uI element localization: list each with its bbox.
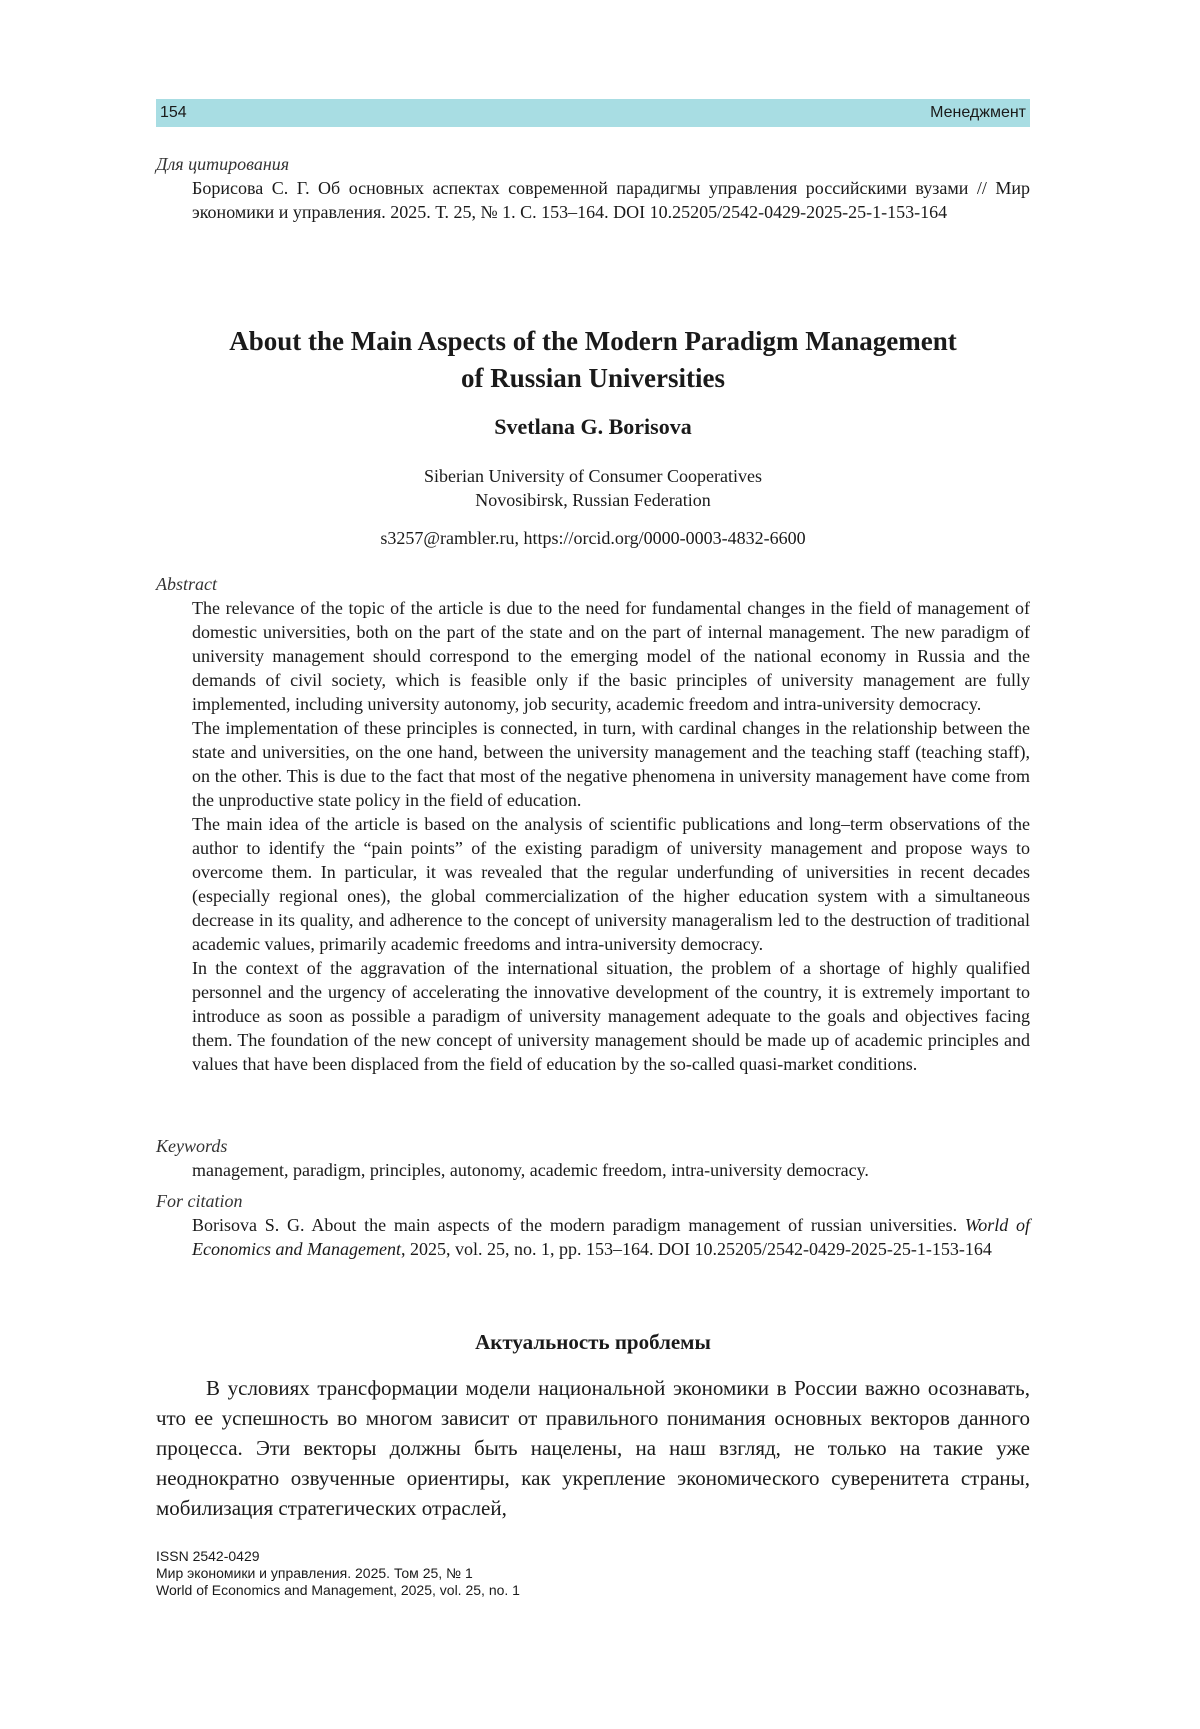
section-heading: Актуальность проблемы (475, 1330, 711, 1354)
body-paragraph: В условиях трансформации модели национальной экономики в России важно осознавать, что ее успешность во многом зависит от правильного понимания основных векторов данного процесса. Эти векторы должны быть нацелены, на наш взгляд, не только на такие уже неоднократно озвученные ориентиры, как укрепление экономического суверенитета страны, мобилизация стратегических отраслей, (156, 1376, 1030, 1520)
abstract-paragraph: The relevance of the topic of the article is due to the need for fundamental changes in the field of management of domestic universities, both on the part of the state and on the part of internal management. The new paradigm of university management should correspond to the emerging model of the national economy in Russia and the demands of civil society, which is feasible only if the basic principles of university management are fully implemented, including university autonomy, job security, academic freedom and intra-university democracy. (192, 598, 1030, 714)
footer-journal-ru: Мир экономики и управления. 2025. Том 25, № 1 (156, 1565, 473, 1581)
page-number: 154 (160, 104, 187, 121)
abstract-paragraph: The implementation of these principles is connected, in turn, with cardinal changes in the relationship between the state and universities, on the one hand, between the university management and the teaching staff (teaching staff), on the other. This is due to the fact that most of the negative phenomena in university management have come from the unproductive state policy in the field of education. (192, 718, 1030, 810)
citation-ru-label: Для цитирования (156, 154, 290, 174)
footer-journal-en: World of Economics and Management, 2025, vol. 25, no. 1 (156, 1582, 520, 1598)
citation-ru (156, 152, 1030, 224)
keywords (156, 1134, 1030, 1182)
abstract-paragraph: The main idea of the article is based on the analysis of scientific publications and long–term observations of the author to identify the “pain points” of the existing paradigm of university management and propose ways to overcome them. In particular, it was revealed that the regular underfunding of universities in recent decades (especially regional ones), the global commercialization of the higher education system with a simultaneous decrease in its quality, and adherence to the concept of university manageralism led to the destruction of traditional academic values, primarily academic freedoms and intra-university democracy. (192, 814, 1030, 954)
affiliation-line-1: Siberian University of Consumer Cooperatives (424, 466, 762, 486)
title-line-1: About the Main Aspects of the Modern Paradigm Management (229, 326, 957, 356)
author-name: Svetlana G. Borisova (494, 414, 692, 439)
abstract-label: Abstract (156, 574, 217, 594)
keywords-label: Keywords (156, 1136, 228, 1156)
keywords-text: management, paradigm, principles, autonomy, academic freedom, intra-university democracy. (192, 1160, 869, 1180)
title-line-2: of Russian Universities (460, 363, 725, 393)
affiliation-line-2: Novosibirsk, Russian Federation (475, 490, 711, 510)
journal-section: Менеджмент (930, 104, 1026, 121)
citation-en-text (192, 1213, 1030, 1261)
citation-en (156, 1189, 1030, 1261)
abstract (156, 572, 1030, 1076)
author-contact: s3257@rambler.ru, https://orcid.org/0000-0003-4832-6600 (380, 528, 806, 548)
citation-en-suffix: , 2025, vol. 25, no. 1, pp. 153–164. DOI 10.25205/2542-0429-2025-25-1-153-164 (400, 1239, 992, 1259)
abstract-paragraph: In the context of the aggravation of the international situation, the problem of a shortage of highly qualified personnel and the urgency of accelerating the innovative development of the country, it is extremely important to introduce as soon as possible a paradigm of university management adequate to the goals and objectives facing them. The foundation of the new concept of university management should be made up of academic principles and values that have been displaced from the field of education by the so-called quasi-market conditions. (192, 958, 1030, 1074)
citation-en-prefix: Borisova S. G. About the main aspects of the modern paradigm management of russian universities. (192, 1215, 965, 1235)
citation-en-label: For citation (156, 1191, 243, 1211)
running-header (156, 99, 1030, 127)
citation-en-journal: World of Economics and Management (192, 1215, 1030, 1259)
article-title (156, 323, 1030, 397)
page-footer (156, 1548, 1030, 1599)
citation-ru-text: Борисова С. Г. Об основных аспектах современной парадигмы управления российскими вузами // Мир экономики и управления. 2025. Т. 25, № 1. С. 153–164. DOI 10.25205/2542-0429-2025-25-1-153-164 (192, 178, 1030, 222)
footer-issn: ISSN 2542-0429 (156, 1548, 260, 1564)
affiliation (156, 464, 1030, 512)
